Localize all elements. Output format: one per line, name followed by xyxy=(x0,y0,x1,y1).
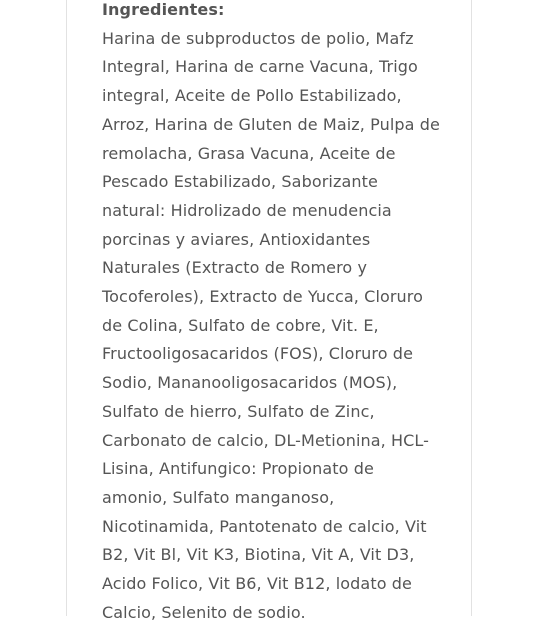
ingredients-heading: Ingredientes: xyxy=(102,0,225,19)
ingredients-section xyxy=(102,0,442,627)
ingredients-text: Harina de subproductos de polio, Mafz Integral, Harina de carne Vacuna, Trigo integral, Aceite de Pollo Estabilizado, Arroz, Harina de Gluten de Maiz, Pulpa de remolacha, Grasa Vacuna, Aceite de Pescado Estabilizado, Saborizante natural: Hidrolizado de menudencia porcinas y aviares, Antioxidantes Naturales (Extracto de Romero y Tocoferoles), Extracto de Yucca, Cloruro de Colina, Sulfato de cobre, Vit. E, Fructooligosacaridos (FOS), Cloruro de Sodio, Mananooligosacaridos (MOS), Sulfato de hierro, Sulfato de Zinc, Carbonato de calcio, DL-Metionina, HCL-Lisina, Antifungico: Propionato de amonio, Sulfato manganoso, Nicotinamida, Pantotenato de calcio, Vit B2, Vit Bl, Vit K3, Biotina, Vit A, Vit D3, Acido Folico, Vit B6, Vit B12, lodato de Calcio, Selenito de sodio. xyxy=(102,28,440,622)
